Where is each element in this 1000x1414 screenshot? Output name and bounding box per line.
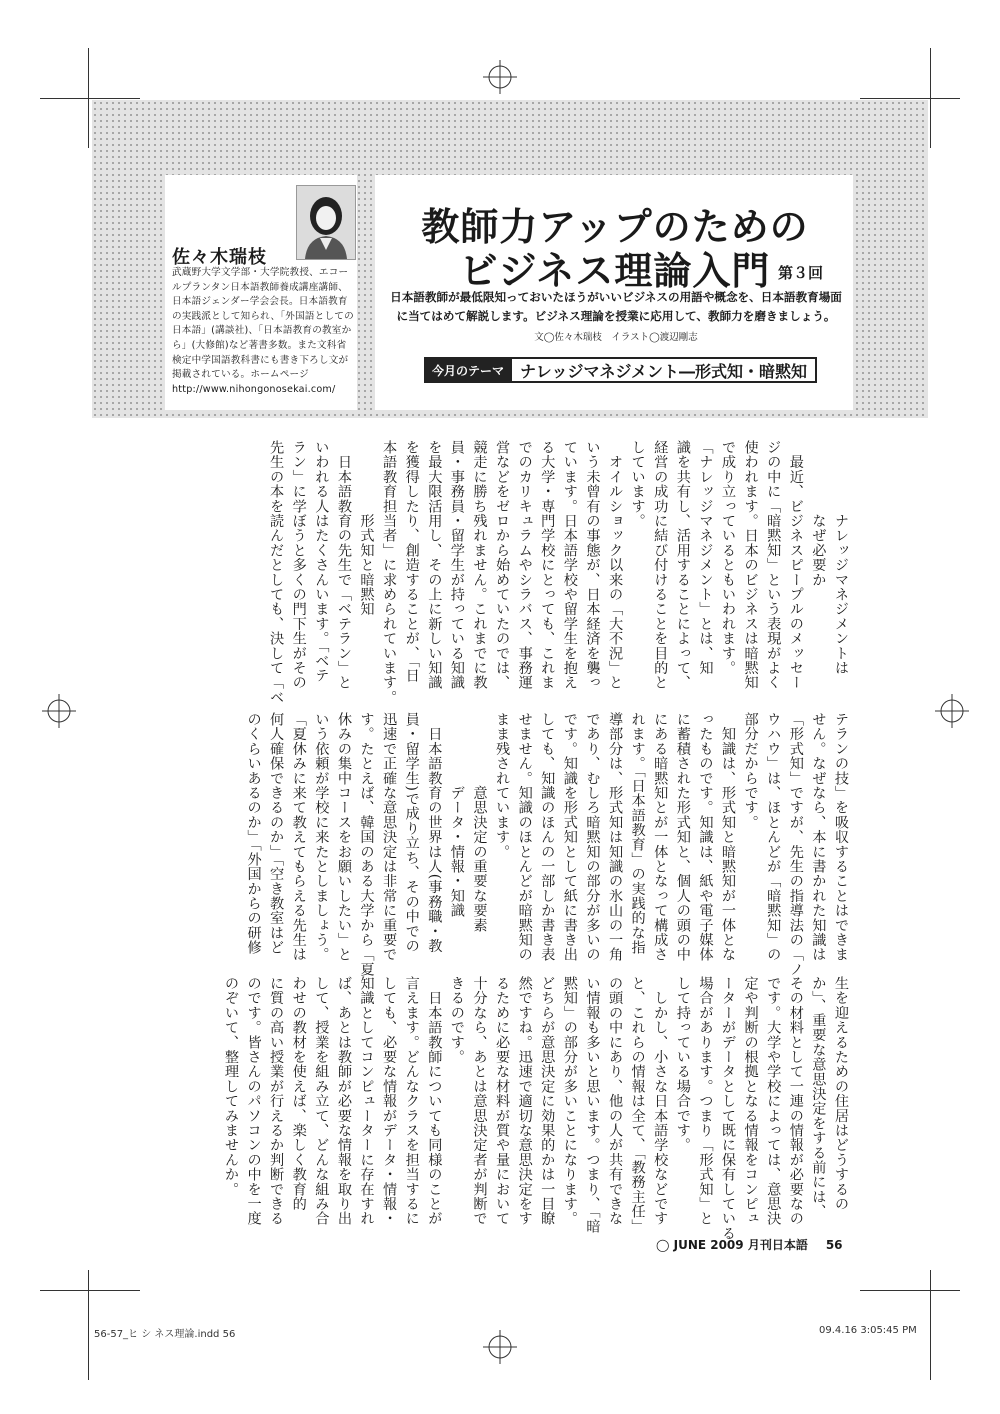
page-title-line1: 教師力アップのための <box>421 205 809 249</box>
magazine-name: JUNE 2009 月刊日本語 <box>673 1238 808 1252</box>
crop-mark <box>88 1270 89 1380</box>
author-photo <box>296 185 356 260</box>
crop-mark <box>860 1290 960 1291</box>
date-info: 09.4.16 3:05:45 PM <box>819 1325 917 1336</box>
theme-text: ナレッジマネジメント―形式知・暗黙知 <box>512 357 817 383</box>
author-bio: 武蔵野大学文学部・大学院教授、エコールプランタン日本語教師養成講座講師、日本語ジェンダー学会会長。日本語教育の実践派として知られ、「外国語としての日本語」(講談社)、「日本語教育の教室から」(大修館)など著書多数。また文科省検定中学国語教科書にも書き下ろし文が掲載されている。ホームページ http://www.nihongonosekai.com/ <box>172 267 354 395</box>
credit-text: 文◯佐々木瑞枝 イラスト◯渡辺剛志 <box>534 332 698 343</box>
body-top-block: ナレッジマネジメントは なぜ必要か 最近、ビジネスピープルのメッセー ジの中に「暗黙知」という表現がよく 使われます。日本のビジネスは暗黙知 で成り立っているともいわれます。 「ナレッジマネジメント」とは、知 識を共有し、活用することによって、 経営の成功に結び付けることを目的と しています。 オイルショック以来の「大不況」と いう未曾有の事態が、日本経済を襲っ ています。日本語学校や留学生を抱え る大学・専門学校にとっても、これま でのカリキュラムやシラバス、事務運 営などをゼロから始めていたのでは、 競走に勝ち残れません。これまでに教 員・事務員・留学生が持っている知識 を最大限活用し、その上に新しい知識 を獲得したり、創造することが、「日 本語教育担当者」に求められています。 形式知と暗黙知 日本語教育の先生で「ベテラン」と いわれる人はたくさんいます。「ベテ ラン」に学ぼうと多くの門下生がその 先生の本を読んだとしても、決して「ベ <box>268 440 849 705</box>
registration-mark-icon <box>483 1330 517 1364</box>
file-info: 56-57_ヒ シ ネス理論.indd 56 <box>94 1329 236 1340</box>
crop-mark <box>860 98 960 99</box>
episode-label: 第３回 <box>778 264 824 282</box>
crop-mark <box>930 48 931 148</box>
page-title-line2: ビジネス理論入門 <box>459 249 771 293</box>
registration-mark-icon <box>935 694 969 728</box>
author-name: 佐々木瑞枝 <box>172 247 267 268</box>
lead-text: 日本語教師が最低限知っておいたほうがいいビジネスの用語や概念を、日本語教育場面に当てはめて解説します。ビジネス理論を授業に応用して、教師力を磨きましょう。 <box>390 290 842 323</box>
magazine-logo-icon: ◯ <box>656 1238 674 1252</box>
theme-tag: 今月のテーマ <box>424 357 512 383</box>
crop-mark <box>40 1290 140 1291</box>
crop-mark <box>930 1270 931 1380</box>
crop-mark <box>88 48 89 148</box>
body-middle-block: テランの技」を吸収することはできま せん。なぜなら、本に書かれた知識は 「形式知」ですが、先生の指導法の「ノ ウハウ」は、ほとんどが「暗黙知」の 部分だからです。 知識は、形式知と暗黙知が一体とな ったものです。知識は、紙や電子媒体 に蓄積された形式知と、個人の頭の中 にある暗黙知とが一体となって構成さ れます。「日本語教育」の実践的な指 導部分は、形式知は知識の氷山の一角 であり、むしろ暗黙知の部分が多いの です。知識を形式知として紙に書き出 しても、知識のほんの一部しか書き表 せません。知識のほとんどが暗黙知の まま残されています。 意思決定の重要な要素 データ・情報・知識 日本語教育の世界は人(事務職・教 員・留学生)で成り立ち、その中での 迅速で正確な意思決定は非常に重要で す。たとえば、韓国のある大学から「夏 休みの集中コースをお願いしたい」と いう依頼が学校に来たとしましょう。 「夏休みに来て教えてもらえる先生は 何人確保できるのか」「空き教室はど のくらいあるのか」「外国からの研修 <box>245 712 849 977</box>
page-footer <box>656 1236 843 1253</box>
registration-mark-icon <box>42 694 76 728</box>
registration-mark-icon <box>483 60 517 94</box>
theme-bar <box>424 357 817 383</box>
body-bottom-block: 生を迎えるための住居はどうするの か」、重要な意思決定をする前には、 その材料として一連の情報が必要なの です。大学や学校によっては、意思決 定や判断の根拠となる情報をコンピュ ーターがデータとして既に保有している 場合があります。つまり「形式知」と して持っている場合です。 しかし、小さな日本語学校などです と、これらの情報は全て、「教務主任」 の頭の中にあり、他の人が共有できな い情報も多いと思います。つまり、「暗 黙知」の部分が多いことになります。 どちらが意思決定に効果的かは一目瞭 然ですね。迅速で適切な意思決定をす るために必要な材料が質や量において 十分なら、あとは意思決定者が判断で きるのです。 日本語教師についても同様のことが 言えます。どんなクラスを担当するに しても、必要な情報がデータ・情報・ 知識としてコンピューターに存在すれ ば、あとは教師が必要な情報を取り出 して、授業を組み立て、どんな組み合 わせの教材を使えば、楽しく教育的 に質の高い授業が行えるか判断できる のです。皆さんのパソコンの中を一度 のぞいて、整理してみませんか。 <box>222 976 849 1241</box>
page-number: 56 <box>825 1238 843 1252</box>
crop-mark <box>40 98 140 99</box>
